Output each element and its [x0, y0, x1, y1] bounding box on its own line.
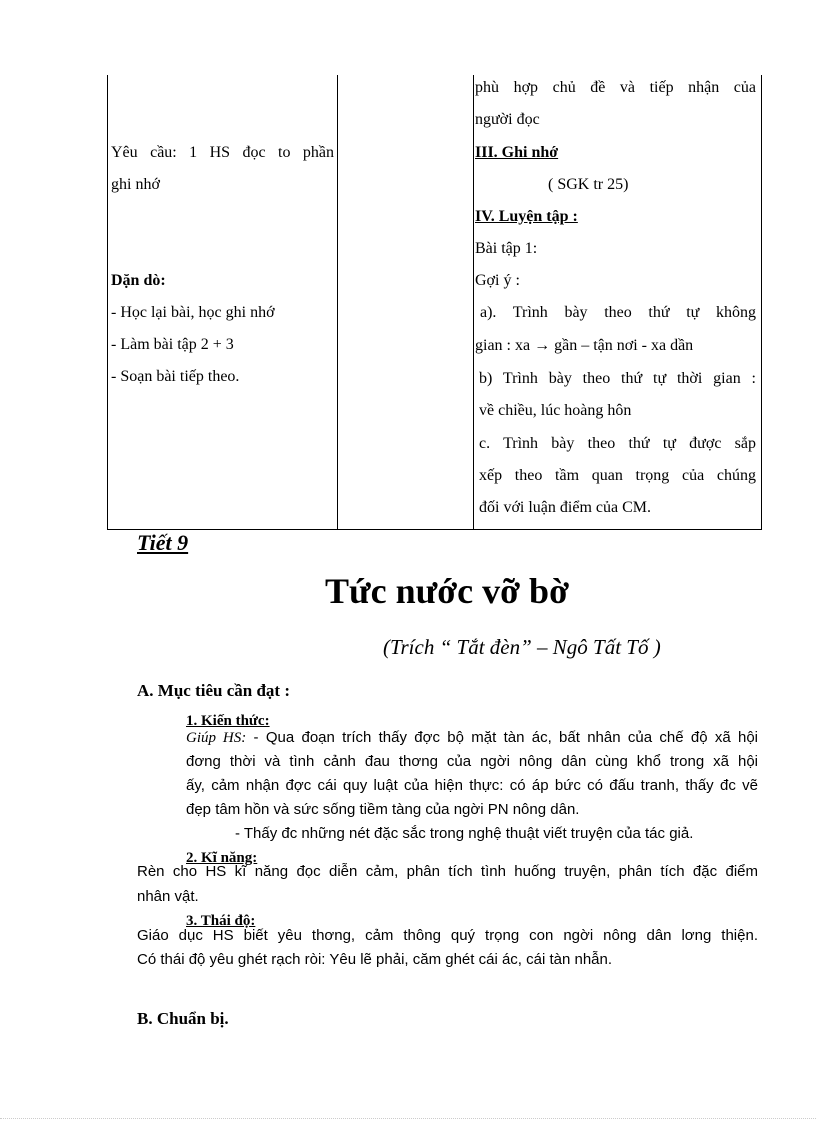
knowledge-heading: 1. Kiến thức: [186, 713, 270, 729]
homework-title: Dặn dò: [111, 272, 166, 289]
skills-line: Rèn cho HS kĩ năng đọc diễn cảm, phân tích tình huống truyện, phân tích đặc điểm [137, 863, 758, 880]
section-a-heading: A. Mục tiêu cần đạt : [137, 681, 290, 700]
hint-title: Gợi ý : [475, 272, 520, 289]
section-heading: III. Ghi nhớ [475, 144, 559, 161]
requirement-line: Yêu cầu: 1 HS đọc to phần [111, 144, 334, 161]
attitude-heading: 3. Thái độ: [186, 913, 256, 929]
content-line: người đọc [475, 111, 540, 128]
homework-item: - Làm bài tập 2 + 3 [111, 336, 234, 353]
section-heading: IV. Luyện tập : [475, 208, 578, 225]
content-line: phù hợp chủ đề và tiếp nhận của [475, 79, 756, 96]
column-divider [473, 75, 474, 529]
homework-item: - Soạn bài tiếp theo. [111, 368, 240, 385]
knowledge-line: ấy, cảm nhận đợc cái quy luật của hiện thực: có áp bức có đấu tranh, thấy đc vẽ [186, 777, 758, 794]
knowledge-line: đẹp tâm hồn và sức sống tiềm tàng của ngời PN nông dân. [186, 801, 580, 818]
knowledge-lead: Giúp HS: [186, 730, 247, 746]
section-b-heading: B. Chuẩn bị. [137, 1009, 229, 1028]
hint-line: c. Trình bày theo thứ tự được sắp [479, 435, 756, 452]
hint-line: b) Trình bày theo thứ tự thời gian : [479, 370, 756, 387]
hint-line: đối với luận điểm của CM. [479, 499, 651, 516]
homework-item: - Học lại bài, học ghi nhớ [111, 304, 275, 321]
attitude-line: Có thái độ yêu ghét rạch ròi: Yêu lẽ phải, căm ghét cái ác, cái tàn nhẫn. [137, 951, 613, 968]
skills-heading: 2. Kĩ năng: [186, 850, 258, 866]
knowledge-line [186, 726, 758, 750]
attitude-line: Giáo dục HS biết yêu thơng, cảm thông quý trọng con ngời nông dân lơng thiện. [137, 927, 758, 944]
hint-line: xếp theo tầm quan trọng của chúng [479, 467, 756, 484]
skills-line: nhân vật. [137, 888, 199, 905]
lesson-title: Tức nước vỡ bờ [324, 571, 570, 611]
column-divider [337, 75, 338, 529]
period-label: Tiết 9 [137, 530, 189, 555]
hint-line: gian : xa → gần – tận nơi - xa dần [475, 337, 694, 354]
knowledge-line: - Thấy đc những nét đặc sắc trong nghệ thuật viết truyện của tác giả. [235, 825, 694, 842]
hint-line: về chiều, lúc hoàng hôn [479, 402, 632, 419]
hint-line: a). Trình bày theo thứ tự không [480, 304, 756, 321]
requirement-line: ghi nhớ [111, 176, 160, 193]
reference-text: ( SGK tr 25) [548, 176, 629, 193]
exercise-title: Bài tập 1: [475, 240, 538, 257]
page-edge [0, 1118, 816, 1119]
lesson-subtitle: (Trích “ Tắt đèn” – Ngô Tất Tố ) [383, 635, 661, 659]
knowledge-text: - Qua đoạn trích thấy đợc bộ mặt tàn ác, bất nhân của chế độ xã hội [246, 729, 759, 746]
knowledge-line: đơng thời và tình cảnh đau thơng của ngời nông dân cùng khổ trong xã hội [186, 753, 758, 770]
